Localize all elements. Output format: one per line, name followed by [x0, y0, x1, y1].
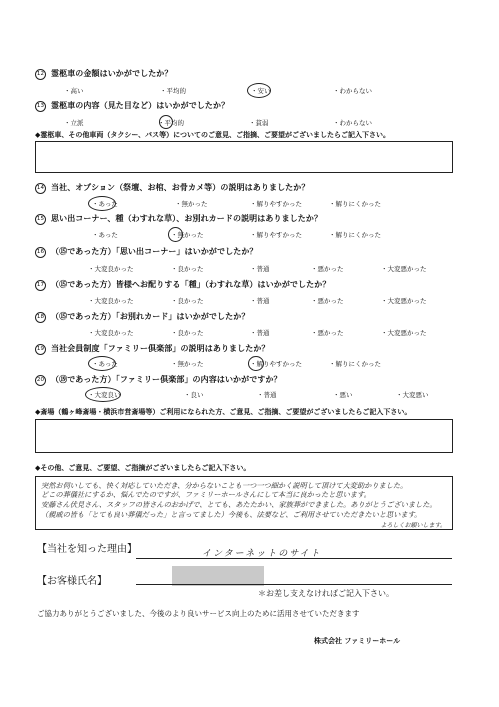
referral-label: 【当社を知った理由】 — [37, 544, 137, 555]
option-q18-0[interactable]: ・大変良かった — [88, 329, 134, 337]
option-q15-3[interactable]: ・解りにくかった — [329, 231, 381, 239]
facility-comment-heading: ◆斎場（鶴ヶ峰斎場・横浜市営斎場等）ご利用になられた方、ご意見、ご指摘、ご要望がございましたらご記入下さい。 — [35, 408, 412, 416]
options-q20 — [0, 390, 499, 400]
option-q16-1[interactable]: ・良かった — [171, 265, 204, 273]
question-13 — [35, 100, 229, 112]
customer-name-underline — [136, 584, 452, 585]
option-q17-4[interactable]: ・大変悪かった — [381, 297, 427, 305]
option-q19-0[interactable]: ・あった — [92, 360, 118, 368]
selection-circle — [168, 227, 183, 242]
customer-name-redacted[interactable] — [172, 566, 264, 586]
options-q14 — [0, 199, 499, 209]
footer-thanks: ご協力ありがとうございました、今後のより良いサービス向上のために活用させていただきます — [37, 609, 360, 618]
question-17 — [35, 279, 330, 291]
options-q12 — [0, 86, 499, 96]
question-19 — [35, 343, 270, 355]
comment-line-5: よろしくお願いします。 — [380, 522, 446, 529]
question-text: 当社会員制度「ファミリー倶楽部」の説明はありましたか？ — [51, 344, 270, 353]
comment-line-2: どこの葬儀社にするか、悩んでたのですが、ファミリーホールさんにして本当に良かったと思います。 — [41, 490, 371, 499]
question-number: 18 — [35, 312, 46, 323]
option-q16-0[interactable]: ・大変良かった — [88, 265, 134, 273]
comment-line-4: （親戚の皆も「とても良い葬儀だった」と言ってました）今後も、法要など、ご利用させていただきたいと思います。 — [41, 510, 422, 519]
option-q17-1[interactable]: ・良かった — [171, 297, 204, 305]
hearse-comment-box[interactable] — [35, 141, 453, 173]
question-text: （⑮であった方）「思い出コーナー」はいかがでしたか？ — [51, 247, 258, 256]
option-q12-3[interactable]: ・わからない — [333, 87, 372, 95]
customer-name-label: 【お客様氏名】 — [37, 576, 107, 587]
facility-comment-box[interactable] — [35, 419, 453, 453]
option-q14-0[interactable]: ・あった — [92, 200, 118, 208]
question-number: 14 — [35, 183, 46, 194]
selection-circle — [247, 83, 271, 98]
question-number: 13 — [35, 101, 46, 112]
question-number: 15 — [35, 214, 46, 225]
selection-circle — [85, 387, 121, 402]
question-12 — [35, 68, 173, 80]
option-q13-3[interactable]: ・わからない — [333, 119, 372, 127]
selection-circle — [88, 356, 116, 371]
options-q17 — [0, 296, 499, 306]
selection-circle — [248, 356, 264, 371]
option-q15-2[interactable]: ・解りやすかった — [250, 231, 302, 239]
hearse-comment-heading: ◆霊柩車、その他車両（タクシー、バス等）についてのご意見、ご指摘、ご要望がございましたらご記入下さい。 — [35, 131, 390, 139]
option-q17-0[interactable]: ・大変良かった — [88, 297, 134, 305]
options-q13 — [0, 118, 499, 128]
option-q15-0[interactable]: ・あった — [92, 231, 118, 239]
options-q18 — [0, 328, 499, 338]
question-text: 霊柩車の内容（見た目など）はいかがでしたか？ — [51, 101, 230, 110]
option-q19-2[interactable]: ・解りやすかった — [250, 360, 302, 368]
referral-value[interactable]: インターネットのサイト — [202, 549, 322, 559]
selection-circle — [88, 196, 116, 211]
option-q15-1[interactable]: ・無かった — [171, 231, 204, 239]
question-14 — [35, 182, 309, 194]
option-q20-0[interactable]: ・大変良い — [88, 391, 121, 399]
selection-circle — [159, 115, 173, 129]
question-number: 17 — [35, 280, 46, 291]
question-number: 20 — [35, 375, 46, 386]
customer-name-note: ＊お差し支えなければご記入下さい。 — [258, 589, 394, 598]
option-q16-3[interactable]: ・悪かった — [311, 265, 344, 273]
question-text: 思い出コーナー、種（わすれな草）、お別れカードの説明はありましたか？ — [51, 214, 323, 223]
question-15 — [35, 213, 322, 225]
option-q17-3[interactable]: ・悪かった — [311, 297, 344, 305]
option-q20-2[interactable]: ・普通 — [257, 391, 277, 399]
options-q15 — [0, 230, 499, 240]
referral-underline — [136, 558, 452, 559]
question-16 — [35, 246, 258, 258]
option-q14-2[interactable]: ・解りやすかった — [250, 200, 302, 208]
option-q14-3[interactable]: ・解りにくかった — [329, 200, 381, 208]
comment-line-3: 安藤さん伏見さん、スタッフの皆さんのおかげで、とても、あたたかい、家族葬ができました。ありがとうございました。 — [41, 500, 437, 509]
option-q12-1[interactable]: ・平均的 — [160, 87, 186, 95]
option-q12-0[interactable]: ・高い — [64, 87, 84, 95]
question-text: （⑮であった方）皆様へお配りする「種」（わすれな草）はいかがでしたか？ — [51, 280, 331, 289]
option-q17-2[interactable]: ・普通 — [250, 297, 270, 305]
question-number: 16 — [35, 247, 46, 258]
question-text: 当社、オプション（祭壇、お棺、お骨カメ等）の説明はありましたか？ — [51, 183, 310, 192]
option-q18-3[interactable]: ・悪かった — [311, 329, 344, 337]
options-q16 — [0, 264, 499, 274]
question-text: 霊柩車の金額はいかがでしたか？ — [51, 69, 173, 78]
other-comment-heading: ◆その他、ご意見、ご要望、ご指摘がございましたらご記入下さい。 — [35, 464, 251, 472]
question-number: 19 — [35, 344, 46, 355]
question-20 — [35, 374, 282, 386]
option-q18-1[interactable]: ・良かった — [171, 329, 204, 337]
question-18 — [35, 311, 249, 323]
option-q13-0[interactable]: ・立派 — [64, 119, 84, 127]
option-q20-3[interactable]: ・悪い — [333, 391, 353, 399]
option-q20-1[interactable]: ・良い — [184, 391, 204, 399]
option-q12-2[interactable]: ・安い — [251, 87, 271, 95]
option-q19-1[interactable]: ・無かった — [171, 360, 204, 368]
options-q19 — [0, 359, 499, 369]
option-q14-1[interactable]: ・無かった — [175, 200, 208, 208]
footer-company: 株式会社 ファミリーホール — [314, 637, 401, 645]
option-q18-4[interactable]: ・大変悪かった — [381, 329, 427, 337]
option-q13-1[interactable]: ・平均的 — [158, 119, 184, 127]
option-q19-3[interactable]: ・解りにくかった — [329, 360, 381, 368]
question-text: （⑲であった方）「ファミリー倶楽部」の内容はいかがですか？ — [51, 375, 282, 384]
question-number: 12 — [35, 69, 46, 80]
other-comment-box[interactable] — [35, 476, 453, 530]
question-text: （⑮であった方）「お別れカード」はいかがでしたか？ — [51, 312, 250, 321]
option-q13-2[interactable]: ・貧弱 — [249, 119, 269, 127]
option-q16-2[interactable]: ・普通 — [250, 265, 270, 273]
option-q18-2[interactable]: ・普通 — [250, 329, 270, 337]
comment-line-1: 突然お伺いしても、快く対応していただき、分からないことも一つ一つ細かく説明して頂けて大変助かりました。 — [41, 481, 408, 490]
option-q20-4[interactable]: ・大変悪い — [396, 391, 429, 399]
option-q16-4[interactable]: ・大変悪かった — [381, 265, 427, 273]
